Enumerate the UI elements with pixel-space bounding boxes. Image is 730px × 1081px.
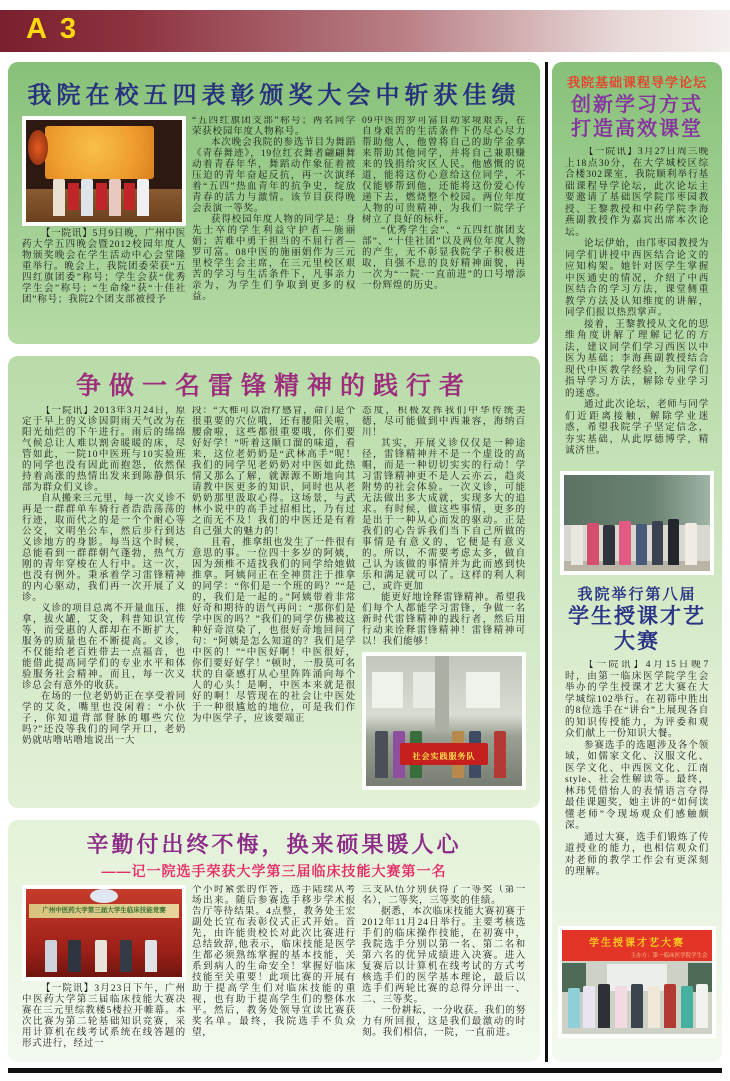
body-paragraph: “优秀学生会”、“五四红旗团支部”、“十佳社团”以及两位年度人物的产生，无不彰显我院学子积极进取，自强不息的良好精神面貌，再一次为“一院·一直前进”的口号增添一份辉煌的历史。 (362, 226, 526, 291)
stage-screen-shape (45, 126, 154, 179)
sidebar-article1-headline-line1: 创新学习方式 (571, 94, 703, 116)
body-paragraph: 【一院讯】5月9日晚，广州中医药大学五四晚会暨2012校园年度人物颁奖晚会在学生活动中心会堂隆重举行。晚会上，我院团委荣获“五四红旗团委”称号；学生会获“优秀学生会”称号；“生命缘”获“十佳社团”称号；我院2个团支部被授予 (22, 229, 186, 305)
masthead-bar (0, 10, 730, 52)
photo-figure (619, 521, 631, 565)
article-leifeng-spirit (8, 356, 540, 808)
body-paragraph: 【一院讯】2013年3月24日，原定于早上的义诊因阴雨天气改为在阳光灿烂的下午进行。雨后的绵绵气候总让人难以割舍暖暖的床，尽管如此，一院10中医班与10实验班的同学也没有因此而抱怨，依然保持着高涨的热情出发来到陈静俱乐部为群众们义诊。 (22, 406, 186, 493)
body-paragraph: 本次晚会我院的参选节目为舞蹈《青春舞迹》，19位红衣舞者翩翩舞动着青春年华，舞蹈动作象征着被压迫的青年奋起反抗，再一次演绎着“五四”热血青年的抗争史，绽放青春的活力与激情。该节目获得晚会表演一等奖。 (192, 138, 356, 214)
body-paragraph: 通过大赛，选手们锻炼了传道授业的能力，也相信观众们对老师的教学工作会有更深刻的理解。 (565, 832, 709, 877)
photo-figure (571, 525, 583, 565)
body-paragraph: 一份耕耘，一分收获。我们的努力有所回报，这是我们最激动的时刻。我们相信，一院，一直前进。 (362, 1006, 526, 1038)
sidebar-article2-body (565, 660, 709, 922)
sidebar-article2-headline-line2: 学生授课才艺 (568, 605, 706, 628)
article1-col2 (192, 116, 356, 334)
stage-light-shape (28, 130, 48, 165)
photo-figure (45, 940, 57, 972)
photo-figure (583, 986, 595, 1028)
body-paragraph: 能更好地诠释雷锋精神。希望我们每个人都能学习雷锋，争做一名新时代雷锋精神的践行者，然后用行动来诠释雷锋精神！雷锋精神可以！我们能够！ (362, 593, 526, 647)
photo-figure (648, 986, 660, 1028)
photo-forum-classroom-image (564, 475, 710, 571)
photo-forum-classroom (560, 471, 714, 575)
red-pennant-shape (68, 183, 79, 210)
photo-awards-stage-image (26, 120, 182, 222)
photo-figure (568, 988, 580, 1028)
body-paragraph: 【一院讯】3月27日周三晚上18点30分，在大学城校区综合楼302课室，我院顺利举行基础课程导学论坛，此次论坛主要邀请了基础医学院邝枣园教授、王黎教授和中药学院李海燕副教授作为嘉宾出席本次论坛。 (565, 147, 709, 238)
vertical-divider-line (545, 62, 548, 1062)
article1-headline: 我院在校五四表彰颁奖大会中斩获佳绩 (27, 82, 521, 109)
pillar-shape (435, 656, 449, 731)
article2-col2 (192, 406, 356, 808)
photo-figure (81, 179, 93, 216)
body-paragraph: 接着，王黎教授从文化的思维角度讲解了理解记忆的方法，建议同学们学习西医以中医为基础；李海燕副教授结合现代中医教学经验，为同学们指导学习方法，解除专业学习的迷惑。 (565, 319, 709, 399)
window-shape (372, 672, 403, 708)
emblem-shape (90, 889, 118, 903)
page-bottom-rule (8, 1068, 722, 1073)
article1-columns (8, 116, 540, 334)
photo-contest-award-stage-image (26, 889, 182, 977)
article1-col3 (362, 116, 526, 334)
photo-figure (120, 940, 132, 972)
photo-awards-stage (22, 116, 186, 226)
body-paragraph: 三支队伍分别获得了一等奖（第一名），二等奖，三等奖的佳绩。 (362, 885, 526, 906)
body-paragraph: 【一院讯】3月23日下午，广州中医药大学第三届临床技能大赛决赛在三元里综教楼5楼拉开帷幕。本次比赛为第二轮基础知识竞赛，采用计算机在线考试系统在线答题的形式进行，经过一 (22, 984, 186, 1049)
sidebar-kicker: 我院基础课程导学论坛 (566, 75, 707, 90)
photo-figure (598, 984, 610, 1028)
photo-figure (685, 523, 697, 565)
body-paragraph: 论坛伊始，由邝枣园教授为同学们讲授中西医结合论文的应知构架。她针对医学生掌握中医通史的情况，介绍了中西医结合的学习方法，课堂侧重教学方法及认知维度的讲解，同学们报以热烈掌声。 (565, 239, 709, 318)
photo-figure (145, 940, 157, 972)
body-paragraph: 09中医的罗可富自幼家境艰苦，在自身艰苦的生活条件下仍尽心尽力帮助他人，他曾将自己的助学金拿来帮助其他同学，并将自己兼职赚来的钱捐给灾区人民。他感慨的说道，能将这份心意给这位同学，不仅能够帮到他，还能将这份爱心传递下去，燃烧整个校园。两位年度人物的可贵精神，为我们一院学子树立了良好的标杆。 (362, 116, 526, 225)
red-pennant-shape (124, 183, 135, 210)
article-may4th-awards (8, 62, 540, 344)
photo-figure (53, 179, 65, 216)
photo-banner-text: 广州中医药大学第三届大学生临床技能竞赛 (42, 907, 166, 915)
sidebar-article1-body (565, 147, 709, 465)
photo-figure (68, 940, 80, 972)
body-paragraph: “五四红旗团支部”称号；两名同学荣获校园年度人物称号。 (192, 116, 356, 137)
body-paragraph: 【一院讯】4月15日晚7时，由第一临床医学院学生会举办的学生授课才艺大赛在大学城综102举行。在初筛中胜出的8位选手在“讲台”上展现各自的知识传授能力，为评委和观众们献上一份知识大餐。 (565, 660, 709, 739)
photo-teaching-contest-group (558, 926, 716, 1038)
photo-figure (603, 525, 615, 565)
photo-banner-text: 社会实践服务队 (412, 751, 476, 761)
photo-figure (631, 984, 643, 1028)
column-gap (540, 62, 552, 1062)
blackboard-shape (564, 475, 710, 525)
photo-figure (668, 519, 680, 565)
page-number-label: A 3 (26, 13, 80, 45)
photo-figure (109, 179, 121, 216)
red-pennant-shape (96, 183, 107, 210)
body-paragraph: 据悉，本次临床技能大赛初赛于2012年11月24日举行。主要考核选手们的临床操作技能，在初赛中，我院选手分别以第一名、第二名和第六名的优异成绩进入决赛。进入复赛后以计算机在线考试的方式考核选手们的医学基本理论，最后以选手们两轮比赛的总得分评出一、二、三等奖。 (362, 907, 526, 1005)
body-paragraph: 且看，推拿组也发生了一件很有意思的事。一位四十多岁的阿姨，因为颈椎不适找我们的同学给她做推拿。阿姨问正在全神贯注于推拿的同学：“你们是一个班的吗？”“是的，我们是一起的。”阿姨带着非常好奇和期待的语气再问：“那你们是学中医的吗？”我们的同学仿佛被这种好奇渲染了，也很好奇地回问了句：“阿姨是怎么知道的？我们是学中医的！”“中医好啊！中医很好，你们要好好学！”顿时，一股莫可名状的自豪感打从心里阵阵涌向每个人的心头！是啊，中医本来就是很好的啊！尽管现在的社会让中医处于一种很尴尬的地位，可是我们作为中医学子，应该要端正 (192, 538, 356, 724)
article-clinical-skills-contest (8, 820, 540, 1062)
sidebar-article2-headline-line3: 大赛 (614, 630, 660, 653)
article2-col3 (362, 406, 526, 808)
sidebar-article1-headline-line2: 打造高效课堂 (571, 118, 703, 140)
photo-teaching-contest-group-image (562, 930, 712, 1034)
photo-figure (664, 984, 676, 1028)
photo-banner-title: 学生授课才艺大赛 (589, 938, 685, 950)
photo-contest-award-stage (22, 885, 186, 981)
article1-col1 (22, 116, 186, 334)
article2-col1 (22, 406, 186, 808)
photo-banner-subtitle: 主办方：第一临床医学院学生会 (630, 952, 708, 959)
photo-figure (681, 986, 693, 1028)
photo-figure (696, 984, 708, 1028)
photo-figure (652, 521, 664, 565)
article3-col1 (22, 885, 186, 1062)
article3-headline: 辛勤付出终不悔，换来硕果暖人心 (86, 832, 462, 857)
article3-col3 (362, 885, 526, 1062)
body-paragraph: 其实，开展义诊仅仅是一种途径，雷锋精神并不是一个虚设的高帽，而是一种切切实实的行动！学习雷锋精神更不是人云亦云，趋炎附势的社会体验。一次义诊，可能无法做出多大成就，实现多大的追求。有时候，做这些事情，更多的是出于一种从心而发的驱动。正是我们的心告诉我们当下自己所做的事情是有意义的，它便是有意义的。所以，不需要考虑太多，做自己认为该做的事情并为此而感到快乐和满足就可以了。这样的利人利己，或许更加 (362, 439, 526, 592)
article2-headline: 争做一名雷锋精神的践行者 (75, 372, 472, 400)
article3-col2 (192, 885, 356, 1062)
article2-columns (8, 406, 540, 808)
main-column (8, 62, 540, 1062)
body-paragraph: 个小时紧张的作答，选手陆续从考场出来。随后参赛选手移步学术报告厅等待结果。4点整，教务处王宏副处长宣布表彰仪式正式开始。首先，由许能贵校长对此次比赛进行总结致辞,他表示，临床技能是医学生都必须熟练掌握的基本技能，关系到病人的生命安全！掌握好临床技能至关重要！此项比赛的开展有助于提高学生们对临床技能的重视，也有助于提高学生们的整体水平。然后，教务处领导宣读比赛获奖名单。最终，我院选手不负众望， (192, 885, 356, 1038)
body-paragraph: 参赛选手的选题涉及各个领域，如儒家文化、汉服文化、医学文化、中西医文化、江南style、社会性解读等。最终，林玮凭借怡人的表情语言夺得最佳课题奖，她主讲的“如何读懂老师”令现场观众们感触颇深。 (565, 740, 709, 831)
photo-figure (587, 523, 599, 565)
body-paragraph: 义诊的项目总离不开量血压，推拿，拔火罐，艾灸，科普知识宣传等，而受惠的人群却在不断扩大，服务的质量也在不断提高。义诊，不仅能给老百姓带去一点福音，也能借此提高同学们的专业水平和体验服务社会精神。而且，每一次义诊总会有意外的收获。 (22, 604, 186, 691)
photo-figure (636, 524, 648, 565)
body-paragraph: 在场的一位老奶奶正在享受着同学的艾灸，嘴里也没闲着：“小伙子，你知道背部督脉的哪些穴位吗?”还没等我们的同学开口，老奶奶就咕噜咕噜地说出一大 (22, 692, 186, 746)
photo-volunteer-team (362, 652, 526, 790)
article3-columns (8, 885, 540, 1062)
body-paragraph: 获得校园年度人物的同学是：身先士卒的学生利益守护者—施丽娟；苦难中勇于担当的不屈行者—罗可富。08中医的施丽娟作为三元里校学生会主席，在三元里校区艰苦的学习与生活条件下，凡事亲力亲为，为学生们争取到更多的权益。 (192, 215, 356, 302)
photo-figure (615, 986, 627, 1028)
content-area (8, 62, 722, 1062)
photo-volunteer-team-image (366, 656, 522, 786)
article3-subtitle: ——记一院选手荣获大学第三届临床技能大赛第一名 (101, 863, 447, 879)
photo-figure (137, 179, 149, 216)
body-paragraph: 态度，积极发挥我们中华传统美德，尽可能做到中西兼容，海纳百川！ (362, 406, 526, 438)
sidebar-column (552, 62, 722, 1062)
body-paragraph: 通过此次论坛，老师与同学们近距离接触，解除学业迷惑，希望我院学子坚定信念，夯实基础，从此厚德博学，精诚济世。 (565, 400, 709, 456)
window-shape (466, 672, 500, 708)
photo-figure (95, 940, 107, 972)
body-paragraph: 自从搬来三元里，每一次义诊不再是一群群单车骑行者浩浩荡荡的行迹，取而代之的是一个个耐心等公交，文明坐公车，然后步行到达义诊地方的身影。每当这个时候，总能看到一群群朝气蓬勃，热气方刚的青年穿梭在人行中。这一次，也没有例外。秉承着学习雷锋精神的内心驱动，我们再一次开展了义诊。 (22, 494, 186, 603)
sidebar-article2-headline-line1: 我院举行第八届 (577, 586, 697, 603)
body-paragraph: 段：“大椎可以治疗感冒，命门是个很重要的穴位哦，还有腰阳关啦，腰俞啦，这些都很重要哦，你们要好好学！”听着这顺口溜的味道，看来，这位老奶奶是“武林高手”呢！我们的同学见老奶奶对中医如此热情又那么了解，就源源不断地向其请教中医更多的知识，同时也从老奶奶那里汲取心得。这场景，与武林小说中的高手过招相比，乃有过之而无不及！我们的中医还是有着自己强大的魅力的！ (192, 406, 356, 537)
